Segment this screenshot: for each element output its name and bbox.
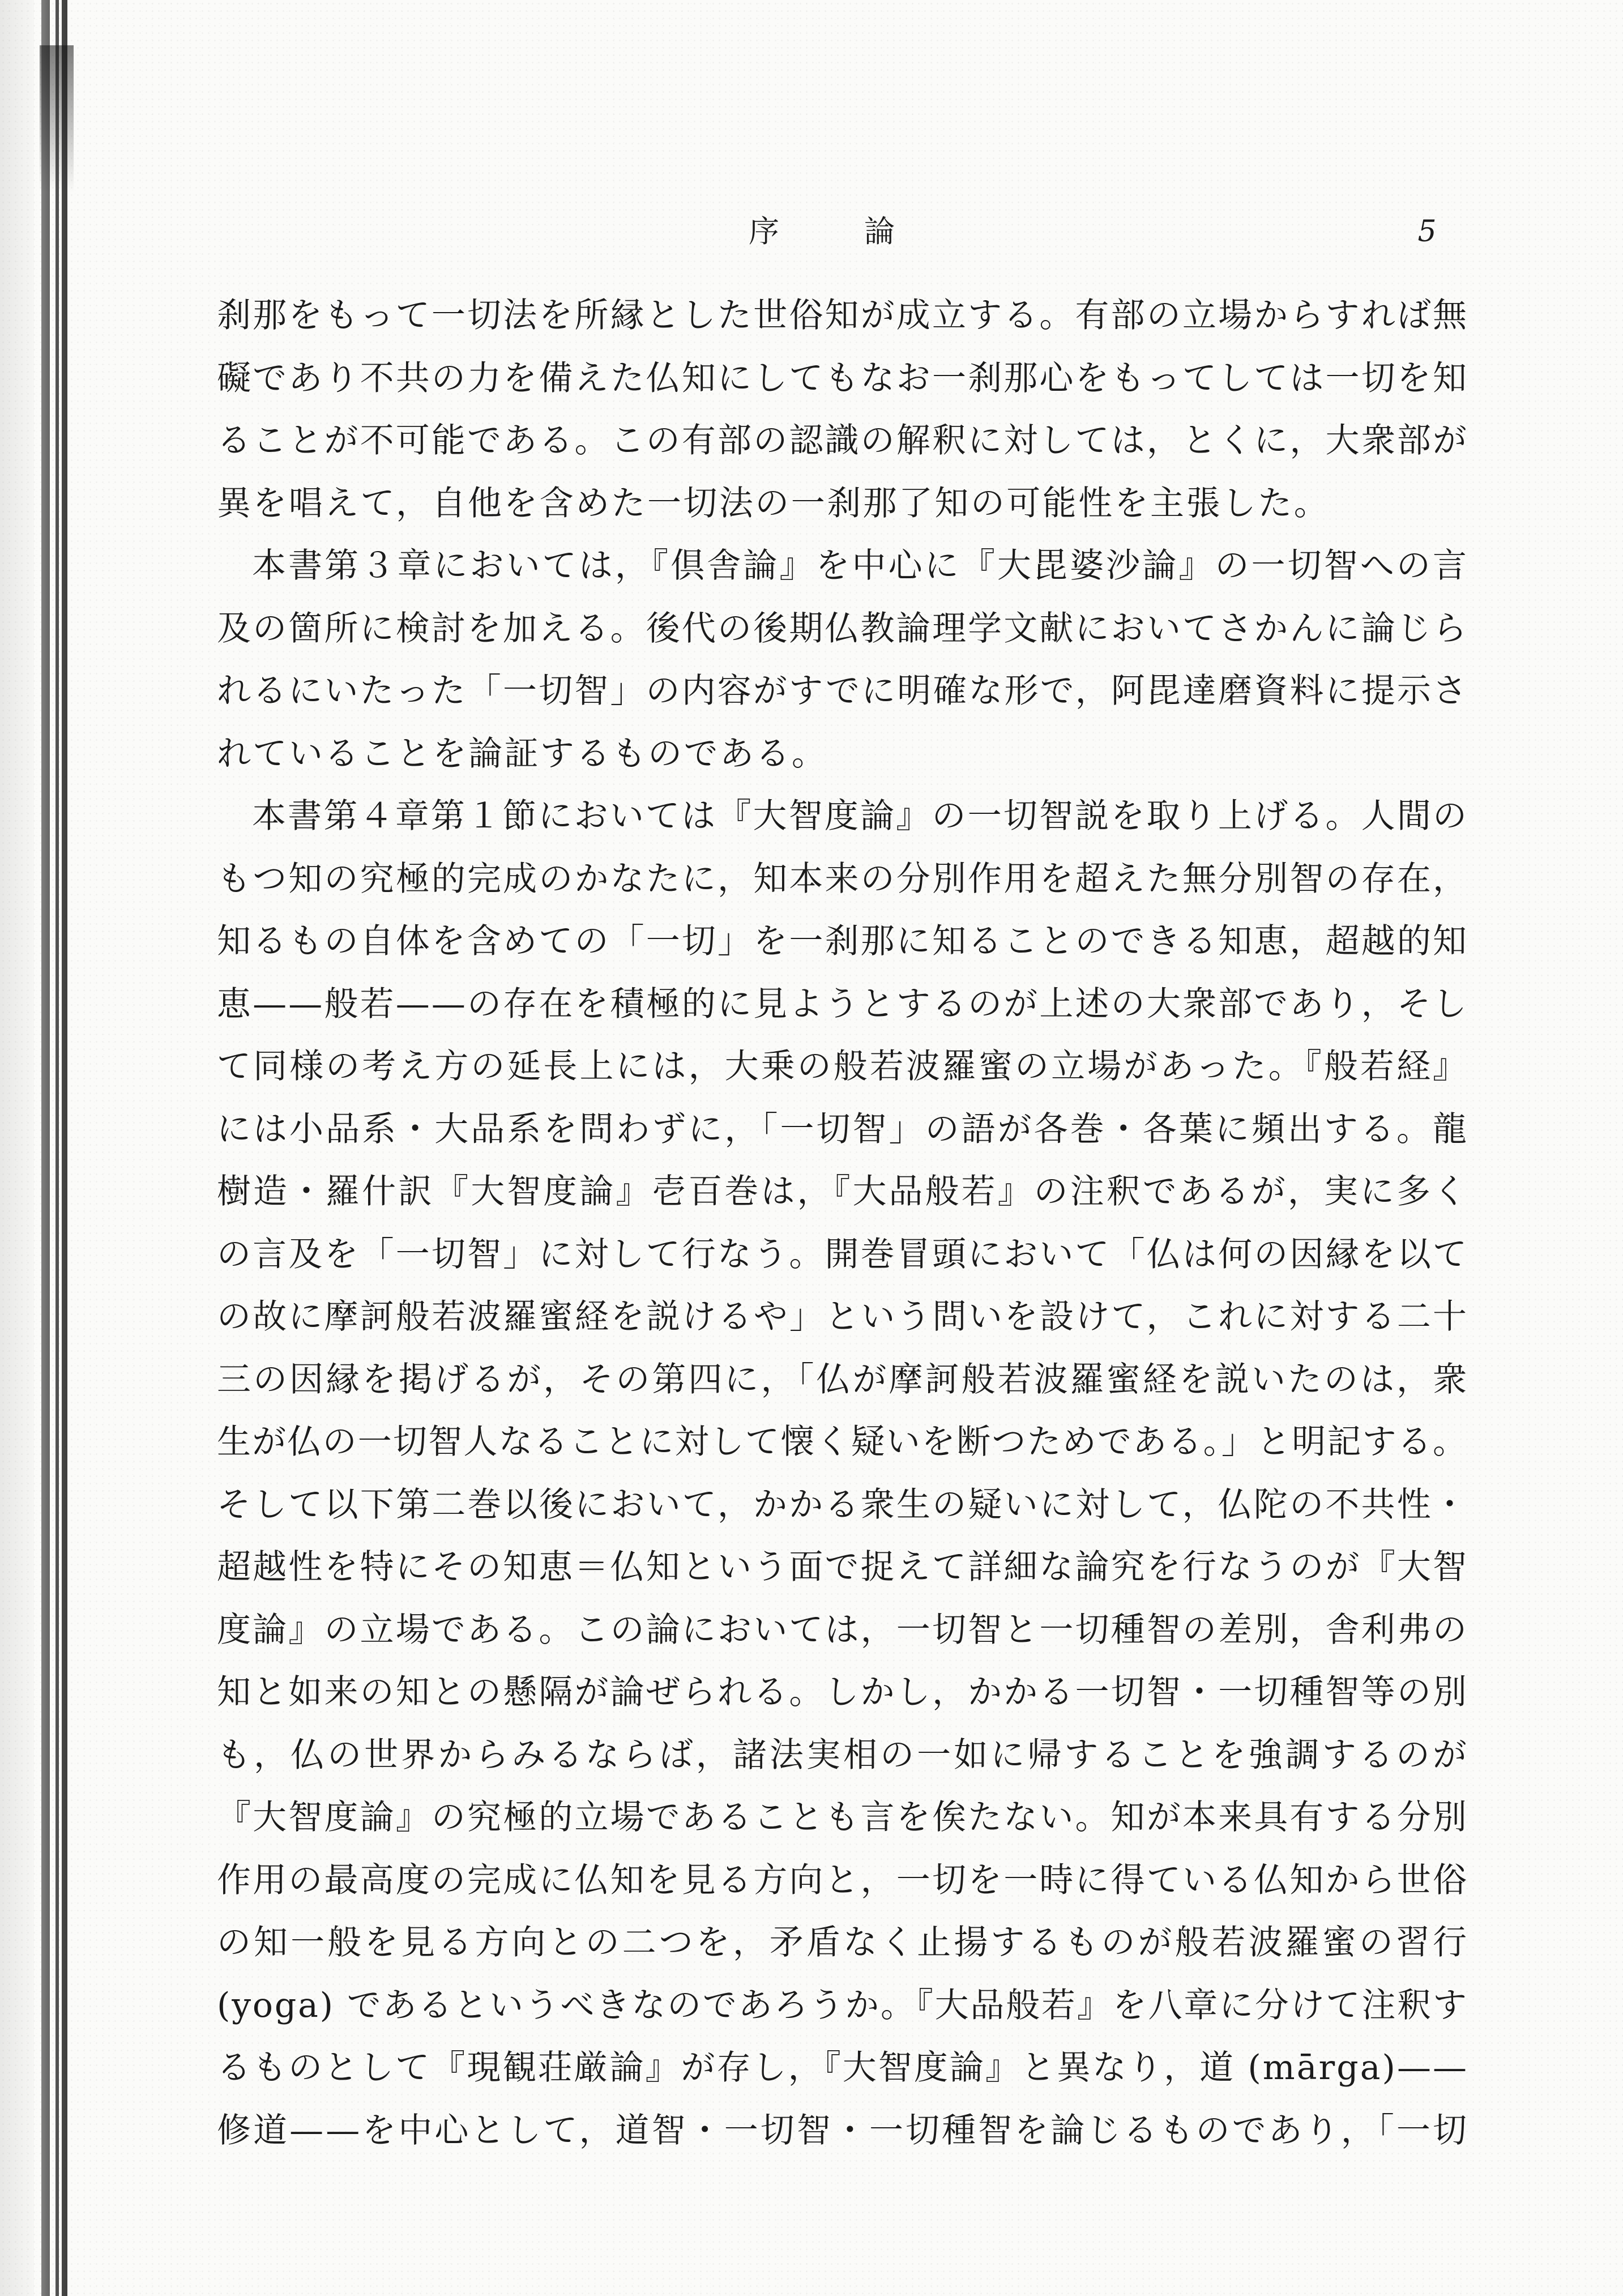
paragraph-start-line: 本書第４章第１節においては『大智度論』の一切智説を取り上げる。人間の [252,796,1469,836]
text-line: 修道——を中心として，道智・一切智・一切種智を論じるものであり，「一切 [217,2110,1470,2150]
body-text [217,284,1470,2162]
text-line: 知と如来の知との懸隔が論ぜられる。しかし，かかる一切智・一切種智等の別 [217,1672,1469,1712]
text-line: ることが不可能である。この有部の認識の解釈に対しては，とくに，大衆部が [217,421,1469,460]
text-line: 『大智度論』の究極的立場であることも言を俟たない。知が本来具有する分別 [217,1798,1469,1837]
binding-shadow [0,0,34,2296]
text-line: 異を唱えて，自他を含めた一切法の一刹那了知の可能性を主張した。 [217,483,1330,523]
text-line: そして以下第二巻以後において，かかる衆生の疑いに対して，仏陀の不共性・ [217,1484,1469,1525]
text-line: 礙であり不共の力を備えた仏知にしてもなお一刹那心をもってしては一切を知 [217,358,1469,398]
text-line: 超越性を特にその知恵＝仏知という面で捉えて詳細な論究を行なうのが『大智 [217,1547,1469,1587]
text-line: も，仏の世界からみるならば，諸法実相の一如に帰することを強調するのが [217,1735,1470,1775]
text-line: 作用の最高度の完成に仏知を見る方向と，一切を一時に得ている仏知から世俗 [217,1860,1469,1900]
text-line: 及の箇所に検討を加える。後代の後期仏教論理学文献においてさかんに論じら [217,608,1469,648]
text-line: 三の因縁を掲げるが，その第四に，「仏が摩訶般若波羅蜜経を説いたのは，衆 [217,1359,1470,1399]
text-line: れていることを論証するものである。 [217,733,828,774]
page-number: 5 [1417,215,1437,249]
text-line: 恵——般若——の存在を積極的に見ようとするのが上述の大衆部であり，そし [217,984,1469,1024]
text-line: れるにいたった「一切智」の内容がすでに明確な形で，阿毘達磨資料に提示さ [217,671,1469,711]
text-line: 刹那をもって一切法を所縁とした世俗知が成立する。有部の立場からすれば無 [217,296,1469,335]
text-line: の故に摩訶般若波羅蜜経を説けるや」という問いを設けて，これに対する二十 [217,1297,1469,1337]
text-line: (yoga) であるというべきなのであろうか。『大品般若』を八章に分けて注釈す [217,1985,1468,2025]
text-line: るものとして『現観荘厳論』が存し，『大智度論』と異なり，道 (mārga)—— [217,2048,1469,2088]
text-line: には小品系・大品系を問わずに，「一切智」の語が各巻・各葉に頻出する。龍 [217,1109,1470,1149]
paragraph-start-line: 本書第３章においては，『倶舎論』を中心に『大毘婆沙論』の一切智への言 [252,546,1470,586]
text-line: の言及を「一切智」に対して行なう。開巻冒頭において「仏は何の因縁を以て [217,1234,1469,1274]
binding-smudge [40,45,74,193]
text-line: て同様の考え方の延長上には，大乗の般若波羅蜜の立場があった。『般若経』 [217,1047,1470,1086]
text-line: 生が仏の一切智人なることに対して懐く疑いを断つためである。」と明記する。 [217,1422,1468,1462]
text-line: の知一般を見る方向との二つを，矛盾なく止揚するものが般若波羅蜜の習行 [217,1923,1470,1962]
text-line: 度論』の立場である。この論においては，一切智と一切種智の差別，舎利弗の [217,1610,1469,1650]
text-line: もつ知の究極的完成のかなたに，知本来の分別作用を超えた無分別智の存在， [217,859,1469,899]
text-line: 樹造・羅什訳『大智度論』壱百巻は，『大品般若』の注釈であるが，実に多く [217,1172,1470,1211]
text-line: 知るもの自体を含めての「一切」を一刹那に知ることのできる知恵，超越的知 [217,921,1469,961]
running-head: 序 論 [749,214,922,249]
binding-edge [34,0,74,2296]
